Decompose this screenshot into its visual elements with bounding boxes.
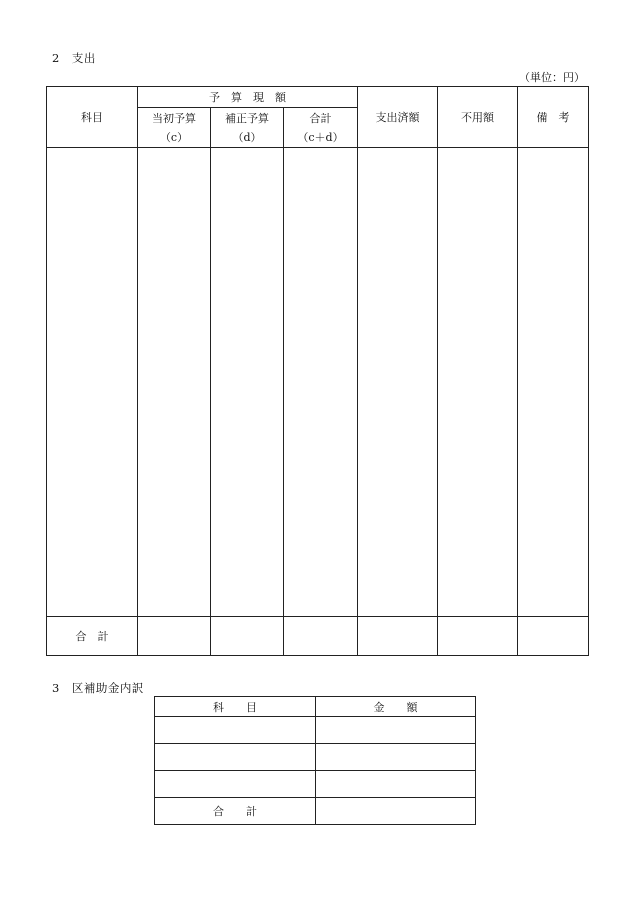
header-budget-group: 予 算 現 額 [138, 87, 358, 108]
header-initial-budget: 当初予算 [138, 108, 211, 128]
total-cell-unused[interactable] [438, 617, 518, 656]
header-initial-code: （c） [138, 128, 211, 148]
body-cell-remarks[interactable] [518, 148, 589, 617]
body-cell-spent[interactable] [358, 148, 438, 617]
subsidy-cell-subject[interactable] [155, 744, 316, 771]
subsidy-cell-amount[interactable] [316, 744, 476, 771]
header-sum: 合計 [284, 108, 358, 128]
subsidy-total-label: 合 計 [155, 798, 316, 825]
subsidy-cell-amount[interactable] [316, 717, 476, 744]
header-supplementary-budget: 補正予算 [211, 108, 284, 128]
total-cell-spent[interactable] [358, 617, 438, 656]
subsidy-row [155, 744, 476, 771]
subsidy-row [155, 771, 476, 798]
expenditure-total-row [47, 617, 589, 656]
total-cell-supplementary[interactable] [211, 617, 284, 656]
subsidy-total-row [155, 798, 476, 825]
header-subject: 科目 [47, 87, 138, 148]
total-cell-sum[interactable] [284, 617, 358, 656]
subsidy-row [155, 717, 476, 744]
subsidy-header-subject: 科 目 [155, 697, 316, 717]
body-cell-sum[interactable] [284, 148, 358, 617]
header-unused: 不用額 [438, 87, 518, 148]
header-sum-code: （c＋d） [284, 128, 358, 148]
header-remarks: 備 考 [518, 87, 589, 148]
header-supplementary-code: （d） [211, 128, 284, 148]
body-cell-subject[interactable] [47, 148, 138, 617]
expenditure-body-row [47, 148, 589, 617]
subsidy-section-title: 3 区補助金内訳 [52, 681, 144, 695]
body-cell-supplementary[interactable] [211, 148, 284, 617]
expenditure-section-title: 2 支出 [52, 51, 96, 65]
subsidy-total-amount[interactable] [316, 798, 476, 825]
total-cell-initial[interactable] [138, 617, 211, 656]
subsidy-table [154, 696, 476, 825]
body-cell-initial[interactable] [138, 148, 211, 617]
header-spent: 支出済額 [358, 87, 438, 148]
subsidy-cell-subject[interactable] [155, 771, 316, 798]
unit-label: （単位：円） [519, 71, 585, 84]
subsidy-cell-amount[interactable] [316, 771, 476, 798]
total-label: 合 計 [47, 617, 138, 656]
total-cell-remarks[interactable] [518, 617, 589, 656]
subsidy-header-amount: 金 額 [316, 697, 476, 717]
subsidy-cell-subject[interactable] [155, 717, 316, 744]
body-cell-unused[interactable] [438, 148, 518, 617]
expenditure-table [46, 86, 589, 656]
